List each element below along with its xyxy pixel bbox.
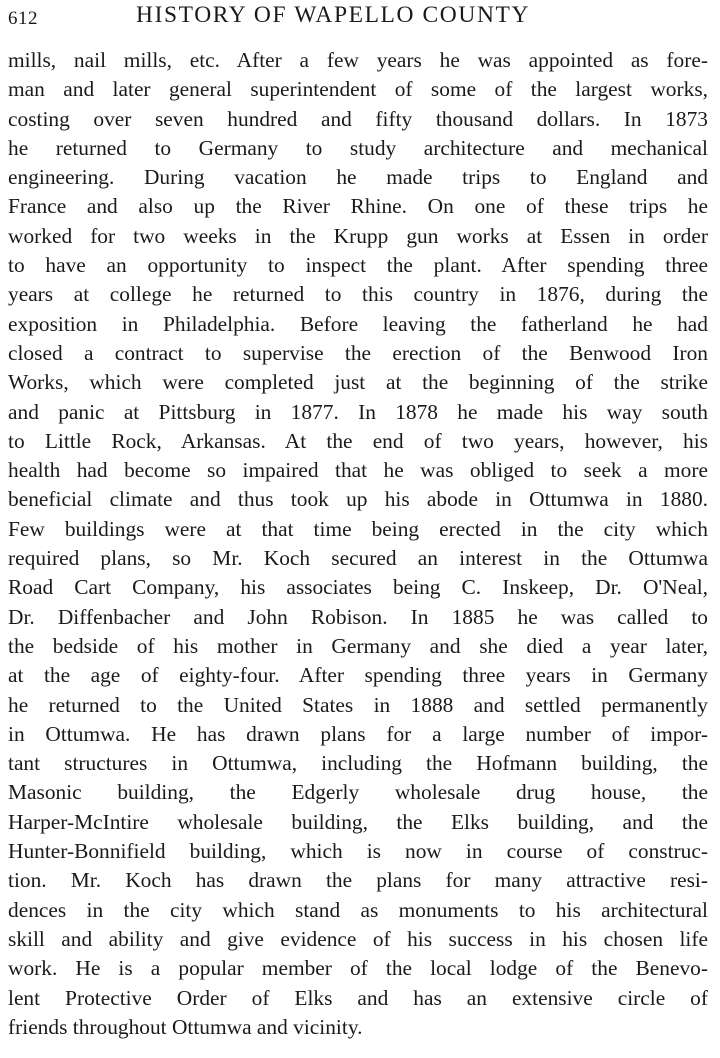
text-line: dences in the city which stand as monuments to his architectural: [8, 897, 708, 922]
body-text: [8, 46, 708, 1042]
text-line: he returned to Germany to study architecture and mechanical: [8, 135, 708, 160]
text-line: to Little Rock, Arkansas. At the end of two years, however, his: [8, 428, 708, 453]
text-line: costing over seven hundred and fifty thousand dollars. In 1873: [8, 106, 708, 131]
text-line: worked for two weeks in the Krupp gun works at Essen in order: [8, 223, 708, 248]
text-line: man and later general superintendent of some of the largest works,: [8, 77, 708, 102]
running-title: HISTORY OF WAPELLO COUNTY: [136, 2, 531, 28]
text-line: France and also up the River Rhine. On one of these trips he: [8, 194, 708, 219]
running-head: [8, 2, 708, 34]
text-line: health had become so impaired that he was obliged to seek a more: [8, 458, 708, 483]
text-line: Dr. Diffenbacher and John Robison. In 1885 he was called to: [8, 604, 708, 629]
text-line: years at college he returned to this country in 1876, during the: [8, 282, 708, 307]
text-line: Road Cart Company, his associates being C. Inskeep, Dr. O'Neal,: [8, 575, 708, 600]
text-line: tant structures in Ottumwa, including the Hofmann building, the: [8, 751, 708, 776]
text-line: he returned to the United States in 1888 and settled permanently: [8, 692, 708, 717]
page-number: 612: [8, 8, 38, 29]
text-line: beneficial climate and thus took up his abode in Ottumwa in 1880.: [8, 487, 708, 512]
text-line: to have an opportunity to inspect the plant. After spending three: [8, 253, 708, 278]
text-line: Harper-McIntire wholesale building, the Elks building, and the: [8, 809, 708, 834]
text-line: tion. Mr. Koch has drawn the plans for many attractive resi-: [8, 868, 708, 893]
text-line: at the age of eighty-four. After spending three years in Germany: [8, 663, 708, 688]
text-line: Hunter-Bonnifield building, which is now in course of construc-: [8, 839, 708, 864]
text-line: exposition in Philadelphia. Before leaving the fatherland he had: [8, 311, 708, 336]
text-line: lent Protective Order of Elks and has an extensive circle of: [8, 985, 708, 1010]
text-line: engineering. During vacation he made trips to England and: [8, 165, 708, 190]
text-line: required plans, so Mr. Koch secured an interest in the Ottumwa: [8, 546, 708, 571]
text-line: friends throughout Ottumwa and vicinity.: [8, 1014, 363, 1039]
text-line: Few buildings were at that time being erected in the city which: [8, 516, 708, 541]
text-line: Masonic building, the Edgerly wholesale drug house, the: [8, 780, 708, 805]
text-line: Works, which were completed just at the beginning of the strike: [8, 370, 708, 395]
text-line: closed a contract to supervise the erection of the Benwood Iron: [8, 340, 708, 365]
text-line: work. He is a popular member of the local lodge of the Benevo-: [8, 956, 708, 981]
text-line: mills, nail mills, etc. After a few years he was appointed as fore-: [8, 48, 708, 72]
text-line: in Ottumwa. He has drawn plans for a large number of impor-: [8, 721, 708, 746]
text-line: skill and ability and give evidence of his success in his chosen life: [8, 926, 708, 951]
text-line: the bedside of his mother in Germany and she died a year later,: [8, 633, 708, 658]
text-line: and panic at Pittsburg in 1877. In 1878 he made his way south: [8, 399, 708, 424]
